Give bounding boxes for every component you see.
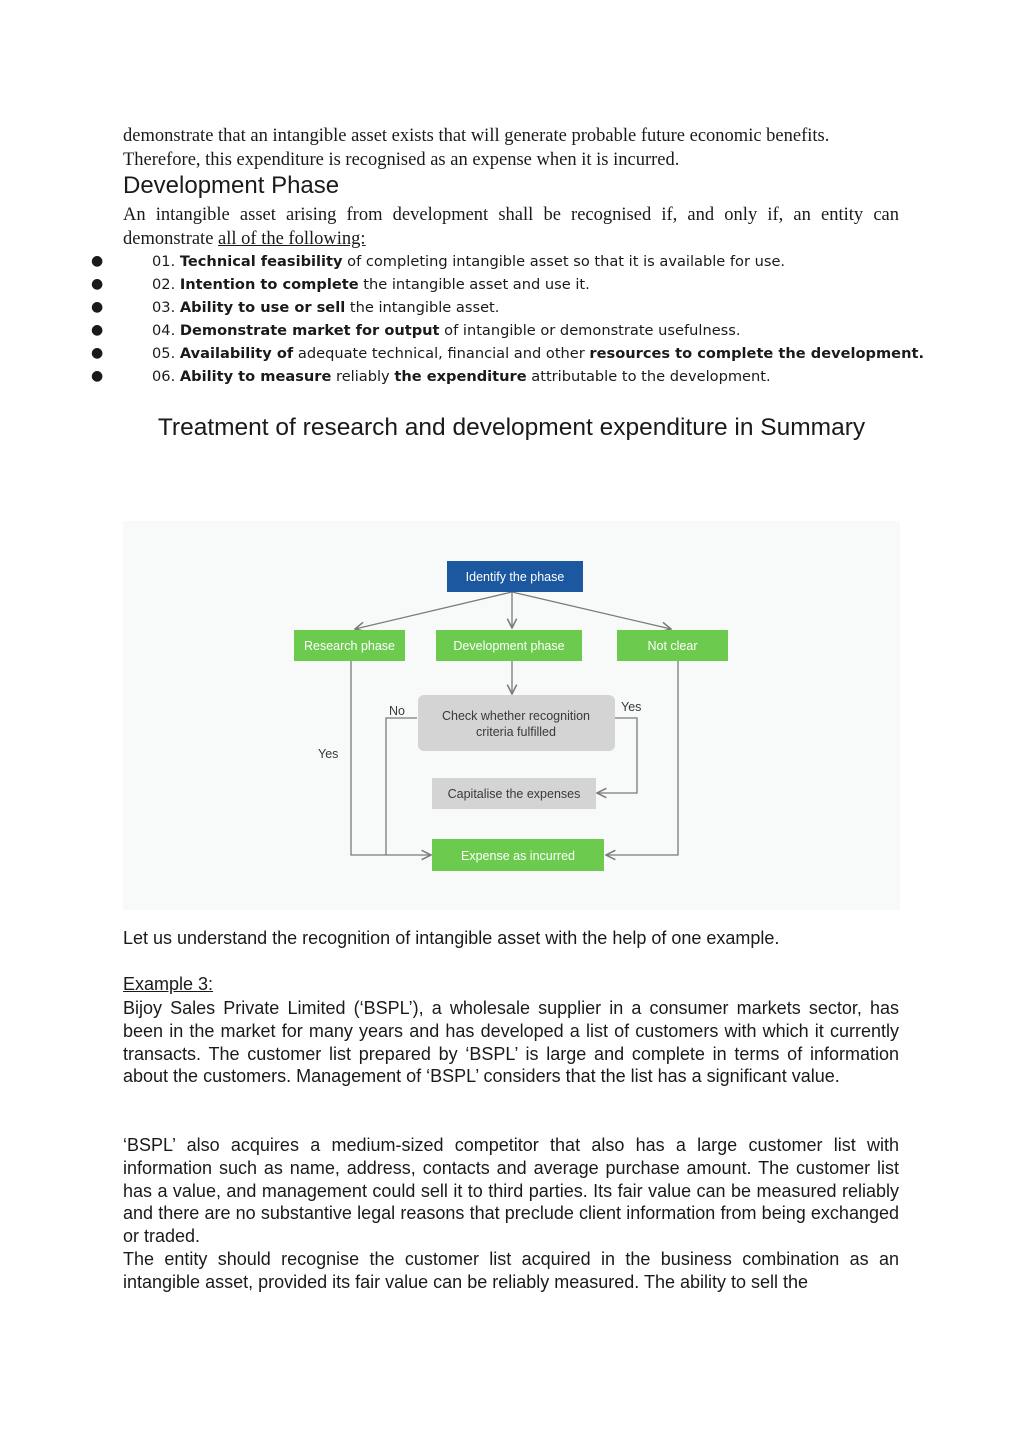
example-paragraph-1: Bijoy Sales Private Limited (‘BSPL’), a wholesale supplier in a consumer markets sector, has been in the market for many years and has developed a list of customers with which it currently transacts. The customer list prepared by ‘BSPL’ is large and complete in terms of information about the customers. Management of ‘BSPL’ considers that the list has a significant value. [123, 998, 899, 1087]
node-research [294, 630, 405, 661]
example-paragraph-3: The entity should recognise the customer list acquired in the business combination as an intangible asset, provided its fair value can be reliably measured. The ability to sell the [123, 1249, 899, 1292]
example-lead: Let us understand the recognition of intangible asset with the help of one example. [123, 928, 780, 948]
svg-text:Research phase: Research phase [303, 639, 396, 653]
svg-text:Expense as incurred: Expense as incurred [461, 849, 575, 863]
development-para-underlined: all of the following: [218, 229, 366, 249]
label-no: No [389, 704, 405, 718]
development-heading: Development Phase [123, 172, 340, 199]
label-yes-left: Yes [318, 747, 339, 761]
criteria-list [0, 250, 1000, 388]
node-capitalise [432, 778, 596, 809]
list-item: ● 04. Demonstrate market for output of intangible or demonstrate usefulness. [0, 319, 1000, 342]
intro-line-1: demonstrate that an intangible asset exists that will generate probable future economic benefits. [123, 126, 830, 146]
bullet-icon: ● [91, 253, 104, 269]
list-item: ● 05. Availability of adequate technical, financial and other resources to complete the development. [0, 342, 1000, 365]
intro-text [123, 124, 899, 172]
arrow-identify-notclear [512, 592, 671, 629]
bullet-icon: ● [91, 299, 104, 315]
list-item: ● 01. Technical feasibility of completing intangible asset so that it is available for use. [0, 250, 1000, 273]
arrow-identify-research [355, 592, 512, 629]
list-item: ● 06. Ability to measure reliably the expenditure attributable to the development. [0, 365, 1000, 388]
flowchart [123, 521, 900, 910]
list-item: ● 03. Ability to use or sell the intangible asset. [0, 296, 1000, 319]
svg-text:Check whether recognition: Check whether recognition [442, 709, 590, 723]
flowchart-svg [123, 521, 900, 910]
node-development [436, 630, 582, 661]
node-identify [447, 561, 583, 592]
bullet-icon: ● [91, 345, 104, 361]
connector-notclear-expense [606, 661, 678, 855]
svg-text:criteria fulfilled: criteria fulfilled [476, 725, 556, 739]
bullet-icon: ● [91, 368, 104, 384]
label-yes-right: Yes [621, 700, 642, 714]
example-paragraph-2: ‘BSPL’ also acquires a medium-sized competitor that also has a large customer list with information such as name, address, contacts and average purchase amount. The customer list has a value, and management could sell it to third parties. Its fair value can be measured reliably and there are no substantive legal reasons that preclude client information from being exchanged or traded. [123, 1135, 899, 1247]
node-expense [432, 839, 604, 871]
development-para-text: An intangible asset arising from development shall be recognised if, and only if, an entity can demonstrate [123, 205, 899, 249]
connector-check-no [386, 718, 417, 855]
node-not-clear [617, 630, 728, 661]
bullet-icon: ● [91, 322, 104, 338]
example-heading: Example 3: [123, 974, 214, 994]
svg-text:Capitalise the expenses: Capitalise the expenses [447, 787, 581, 801]
svg-text:Not clear: Not clear [647, 639, 698, 653]
development-paragraph [123, 203, 899, 251]
node-check [418, 695, 615, 751]
intro-line-2: Therefore, this expenditure is recognised as an expense when it is incurred. [123, 150, 680, 170]
svg-text:Development phase: Development phase [453, 639, 565, 653]
summary-title: Treatment of research and development expenditure in Summary [157, 414, 866, 441]
connector-research-expense [351, 661, 431, 855]
list-item: ● 02. Intention to complete the intangible asset and use it. [0, 273, 1000, 296]
svg-text:Identify the phase: Identify the phase [465, 570, 565, 584]
bullet-icon: ● [91, 276, 104, 292]
